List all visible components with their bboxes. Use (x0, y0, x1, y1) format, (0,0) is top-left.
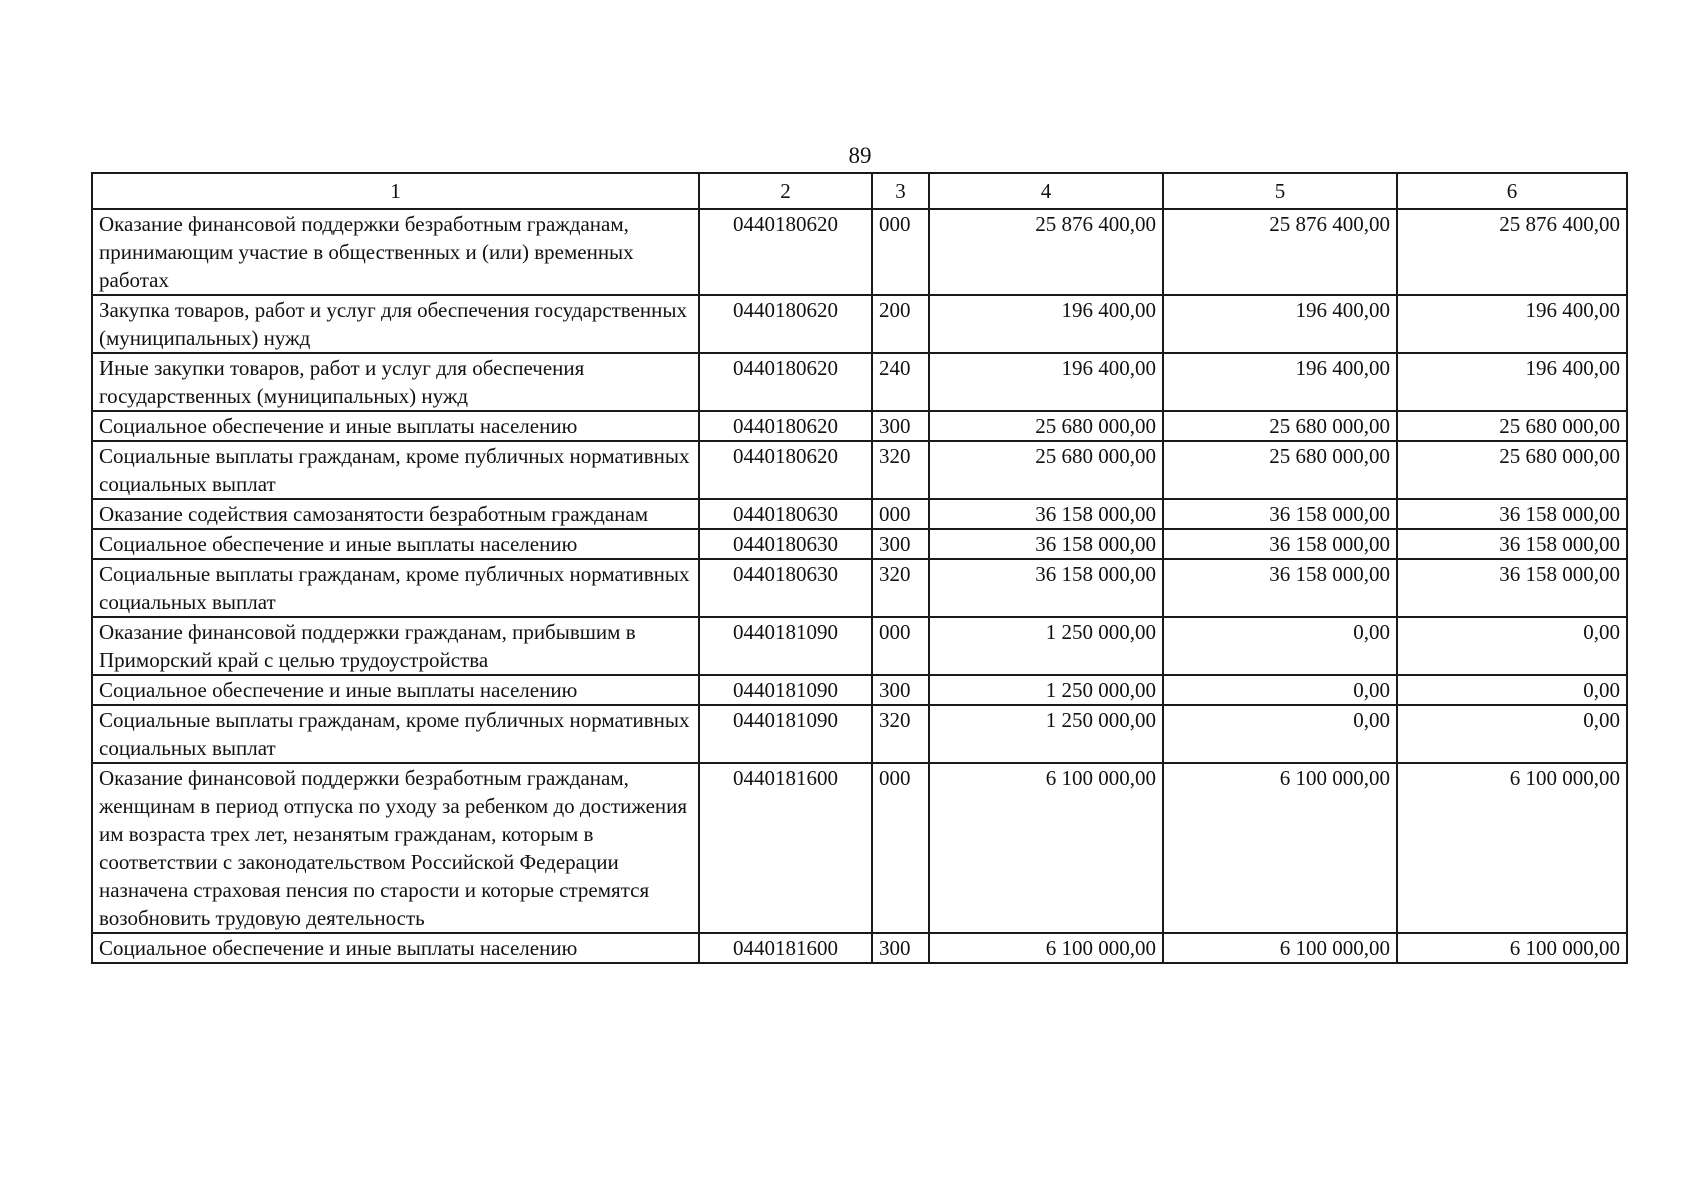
target-code-cell: 0440180630 (699, 529, 872, 559)
row-name-cell: Закупка товаров, работ и услуг для обеспечения государственных (муниципальных) нужд (92, 295, 699, 353)
amount-col6-cell: 36 158 000,00 (1397, 529, 1627, 559)
column-header: 4 (929, 173, 1163, 209)
row-name-cell: Социальное обеспечение и иные выплаты населению (92, 529, 699, 559)
table-row (92, 411, 1627, 441)
row-name-cell: Оказание финансовой поддержки гражданам, прибывшим в Приморский край с целью трудоустройства (92, 617, 699, 675)
expense-type-cell: 000 (872, 209, 929, 295)
amount-col5-cell: 196 400,00 (1163, 295, 1397, 353)
amount-col4-cell: 196 400,00 (929, 295, 1163, 353)
amount-col4-cell: 1 250 000,00 (929, 705, 1163, 763)
amount-col6-cell: 25 680 000,00 (1397, 441, 1627, 499)
amount-col5-cell: 36 158 000,00 (1163, 529, 1397, 559)
table-row (92, 353, 1627, 411)
amount-col4-cell: 36 158 000,00 (929, 529, 1163, 559)
amount-col5-cell: 25 876 400,00 (1163, 209, 1397, 295)
table-row (92, 529, 1627, 559)
column-header: 3 (872, 173, 929, 209)
column-header: 2 (699, 173, 872, 209)
amount-col6-cell: 6 100 000,00 (1397, 933, 1627, 963)
column-number-row (92, 173, 1627, 209)
table-row (92, 209, 1627, 295)
amount-col4-cell: 25 876 400,00 (929, 209, 1163, 295)
amount-col6-cell: 25 876 400,00 (1397, 209, 1627, 295)
row-name-cell: Социальные выплаты гражданам, кроме публичных нормативных социальных выплат (92, 559, 699, 617)
amount-col6-cell: 36 158 000,00 (1397, 499, 1627, 529)
row-name-cell: Оказание содействия самозанятости безработным гражданам (92, 499, 699, 529)
amount-col4-cell: 25 680 000,00 (929, 441, 1163, 499)
target-code-cell: 0440180630 (699, 499, 872, 529)
table-row (92, 675, 1627, 705)
amount-col5-cell: 196 400,00 (1163, 353, 1397, 411)
table-row (92, 441, 1627, 499)
amount-col6-cell: 0,00 (1397, 705, 1627, 763)
amount-col4-cell: 1 250 000,00 (929, 617, 1163, 675)
expense-type-cell: 300 (872, 529, 929, 559)
amount-col5-cell: 6 100 000,00 (1163, 763, 1397, 933)
amount-col4-cell: 6 100 000,00 (929, 763, 1163, 933)
target-code-cell: 0440181090 (699, 617, 872, 675)
target-code-cell: 0440180620 (699, 353, 872, 411)
amount-col6-cell: 196 400,00 (1397, 295, 1627, 353)
table-row (92, 295, 1627, 353)
amount-col4-cell: 36 158 000,00 (929, 559, 1163, 617)
amount-col5-cell: 6 100 000,00 (1163, 933, 1397, 963)
amount-col6-cell: 25 680 000,00 (1397, 411, 1627, 441)
expense-type-cell: 300 (872, 411, 929, 441)
target-code-cell: 0440181090 (699, 675, 872, 705)
amount-col4-cell: 25 680 000,00 (929, 411, 1163, 441)
amount-col5-cell: 0,00 (1163, 617, 1397, 675)
expense-type-cell: 300 (872, 675, 929, 705)
amount-col4-cell: 1 250 000,00 (929, 675, 1163, 705)
target-code-cell: 0440180620 (699, 295, 872, 353)
amount-col4-cell: 196 400,00 (929, 353, 1163, 411)
amount-col6-cell: 0,00 (1397, 675, 1627, 705)
amount-col5-cell: 0,00 (1163, 705, 1397, 763)
table-body (92, 209, 1627, 963)
amount-col5-cell: 36 158 000,00 (1163, 499, 1397, 529)
expense-type-cell: 200 (872, 295, 929, 353)
budget-table (91, 172, 1628, 964)
amount-col6-cell: 0,00 (1397, 617, 1627, 675)
row-name-cell: Социальные выплаты гражданам, кроме публичных нормативных социальных выплат (92, 705, 699, 763)
expense-type-cell: 320 (872, 441, 929, 499)
table-row (92, 559, 1627, 617)
row-name-cell: Социальные выплаты гражданам, кроме публичных нормативных социальных выплат (92, 441, 699, 499)
amount-col5-cell: 25 680 000,00 (1163, 411, 1397, 441)
amount-col4-cell: 6 100 000,00 (929, 933, 1163, 963)
target-code-cell: 0440180630 (699, 559, 872, 617)
column-header: 6 (1397, 173, 1627, 209)
amount-col6-cell: 196 400,00 (1397, 353, 1627, 411)
expense-type-cell: 000 (872, 763, 929, 933)
column-header: 5 (1163, 173, 1397, 209)
row-name-cell: Социальное обеспечение и иные выплаты населению (92, 933, 699, 963)
target-code-cell: 0440180620 (699, 411, 872, 441)
row-name-cell: Оказание финансовой поддержки безработным гражданам, принимающим участие в общественных и (или) временных работах (92, 209, 699, 295)
row-name-cell: Социальное обеспечение и иные выплаты населению (92, 675, 699, 705)
row-name-cell: Оказание финансовой поддержки безработным гражданам, женщинам в период отпуска по уходу за ребенком до достижения им возраста трех лет, незанятым гражданам, которым в соответствии с законодательством Российской Федерации назначена страховая пенсия по старости и которые стремятся возобновить трудовую деятельность (92, 763, 699, 933)
target-code-cell: 0440181090 (699, 705, 872, 763)
amount-col5-cell: 0,00 (1163, 675, 1397, 705)
expense-type-cell: 240 (872, 353, 929, 411)
expense-type-cell: 320 (872, 559, 929, 617)
amount-col5-cell: 25 680 000,00 (1163, 441, 1397, 499)
row-name-cell: Социальное обеспечение и иные выплаты населению (92, 411, 699, 441)
target-code-cell: 0440181600 (699, 763, 872, 933)
expense-type-cell: 300 (872, 933, 929, 963)
amount-col6-cell: 36 158 000,00 (1397, 559, 1627, 617)
column-header: 1 (92, 173, 699, 209)
table-row (92, 499, 1627, 529)
expense-type-cell: 000 (872, 617, 929, 675)
expense-type-cell: 320 (872, 705, 929, 763)
amount-col6-cell: 6 100 000,00 (1397, 763, 1627, 933)
table-row (92, 763, 1627, 933)
table-row (92, 617, 1627, 675)
target-code-cell: 0440180620 (699, 441, 872, 499)
expense-type-cell: 000 (872, 499, 929, 529)
table-row (92, 705, 1627, 763)
amount-col4-cell: 36 158 000,00 (929, 499, 1163, 529)
target-code-cell: 0440180620 (699, 209, 872, 295)
page-number: 89 (848, 143, 872, 168)
table-row (92, 933, 1627, 963)
amount-col5-cell: 36 158 000,00 (1163, 559, 1397, 617)
target-code-cell: 0440181600 (699, 933, 872, 963)
row-name-cell: Иные закупки товаров, работ и услуг для обеспечения государственных (муниципальных) нужд (92, 353, 699, 411)
